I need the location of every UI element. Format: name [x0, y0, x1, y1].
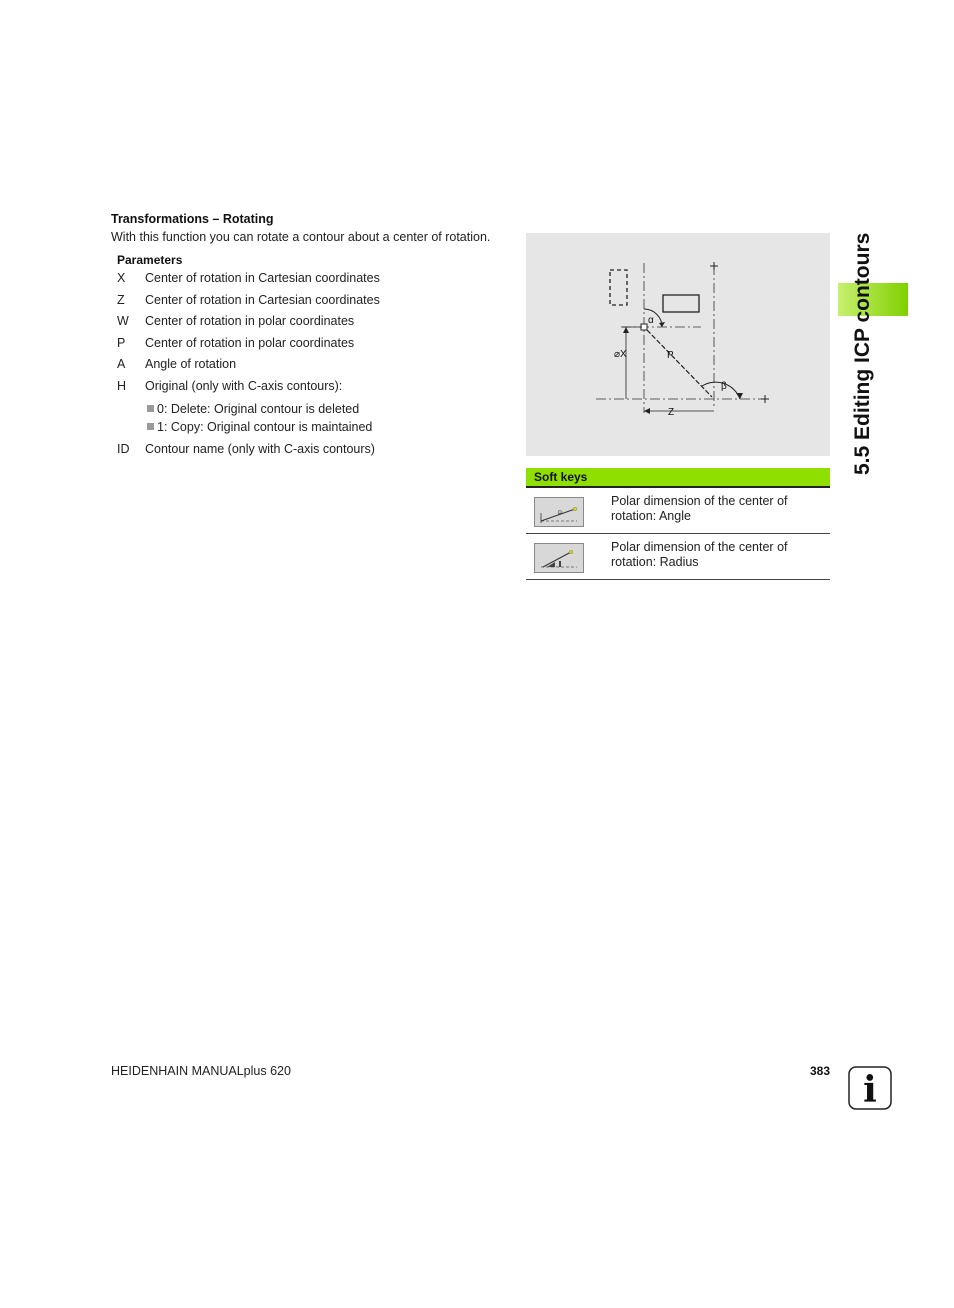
h-option-copy: [147, 420, 372, 434]
info-glyph: i: [863, 1069, 877, 1110]
param-desc: Original (only with C-axis contours):: [145, 379, 343, 393]
param-key: A: [117, 357, 126, 371]
softkey-text-line: Polar dimension of the center of: [611, 540, 788, 554]
param-key: ID: [117, 442, 130, 456]
param-row-z: [117, 293, 380, 307]
param-desc: Contour name (only with C-axis contours): [145, 442, 375, 456]
h-option-delete: [147, 402, 359, 416]
section-intro: With this function you can rotate a contour about a center of rotation.: [111, 230, 491, 244]
param-key: X: [117, 271, 126, 285]
label-p: P: [667, 350, 674, 361]
page-number: 383: [809, 1064, 830, 1078]
footer-product: HEIDENHAIN MANUALplus 620: [111, 1064, 291, 1078]
softkeys-header: Soft keys: [526, 468, 830, 488]
param-row-id: [117, 442, 375, 456]
parameters-title: Parameters: [117, 253, 183, 267]
softkey-description: [611, 494, 821, 524]
param-desc: Center of rotation in Cartesian coordinates: [145, 271, 380, 285]
polar-radius-icon[interactable]: [534, 543, 584, 573]
param-desc: Angle of rotation: [145, 357, 237, 371]
softkey-text-line: rotation: Radius: [611, 555, 699, 569]
label-beta: β: [721, 381, 727, 392]
bullet-square-icon: [147, 405, 154, 412]
softkey-description: [611, 540, 821, 570]
softkeys-table: [526, 468, 830, 580]
label-x: ⌀X: [614, 349, 627, 360]
arrow-head: [623, 327, 629, 333]
original-contour-dashed: [610, 270, 627, 305]
param-desc: Center of rotation in Cartesian coordinates: [145, 293, 380, 307]
info-icon: [848, 1066, 892, 1110]
bullet-square-icon: [147, 423, 154, 430]
param-desc: Center of rotation in polar coordinates: [145, 336, 355, 350]
arrow-head: [659, 322, 665, 327]
param-row-h: [117, 379, 342, 393]
arrow-head: [644, 408, 650, 414]
param-row-x: [117, 271, 380, 285]
rotation-diagram: [526, 233, 830, 456]
softkey-text-line: rotation: Angle: [611, 509, 691, 523]
chapter-side-title: [848, 215, 878, 475]
chapter-side-title-text: 5.5 Editing ICP contours: [851, 232, 874, 475]
radius-line: [647, 330, 712, 397]
param-row-p: [117, 336, 354, 350]
svg-text:P: P: [558, 511, 563, 517]
param-key: H: [117, 379, 127, 393]
label-alpha: α: [648, 315, 654, 326]
rotated-contour: [663, 295, 699, 312]
param-row-a: [117, 357, 236, 371]
param-key: Z: [117, 293, 125, 307]
label-z: Z: [668, 407, 675, 418]
h-option-text: 1: Copy: Original contour is maintained: [157, 420, 373, 434]
softkey-row-radius: [526, 534, 830, 580]
polar-angle-icon[interactable]: [534, 497, 584, 527]
param-key: W: [117, 314, 129, 328]
param-desc: Center of rotation in polar coordinates: [145, 314, 355, 328]
h-option-text: 0: Delete: Original contour is deleted: [157, 402, 360, 416]
param-key: P: [117, 336, 126, 350]
section-heading: Transformations – Rotating: [111, 212, 274, 226]
param-row-w: [117, 314, 354, 328]
softkey-text-line: Polar dimension of the center of: [611, 494, 788, 508]
arrow-head: [736, 393, 743, 399]
softkey-row-angle: [526, 488, 830, 534]
